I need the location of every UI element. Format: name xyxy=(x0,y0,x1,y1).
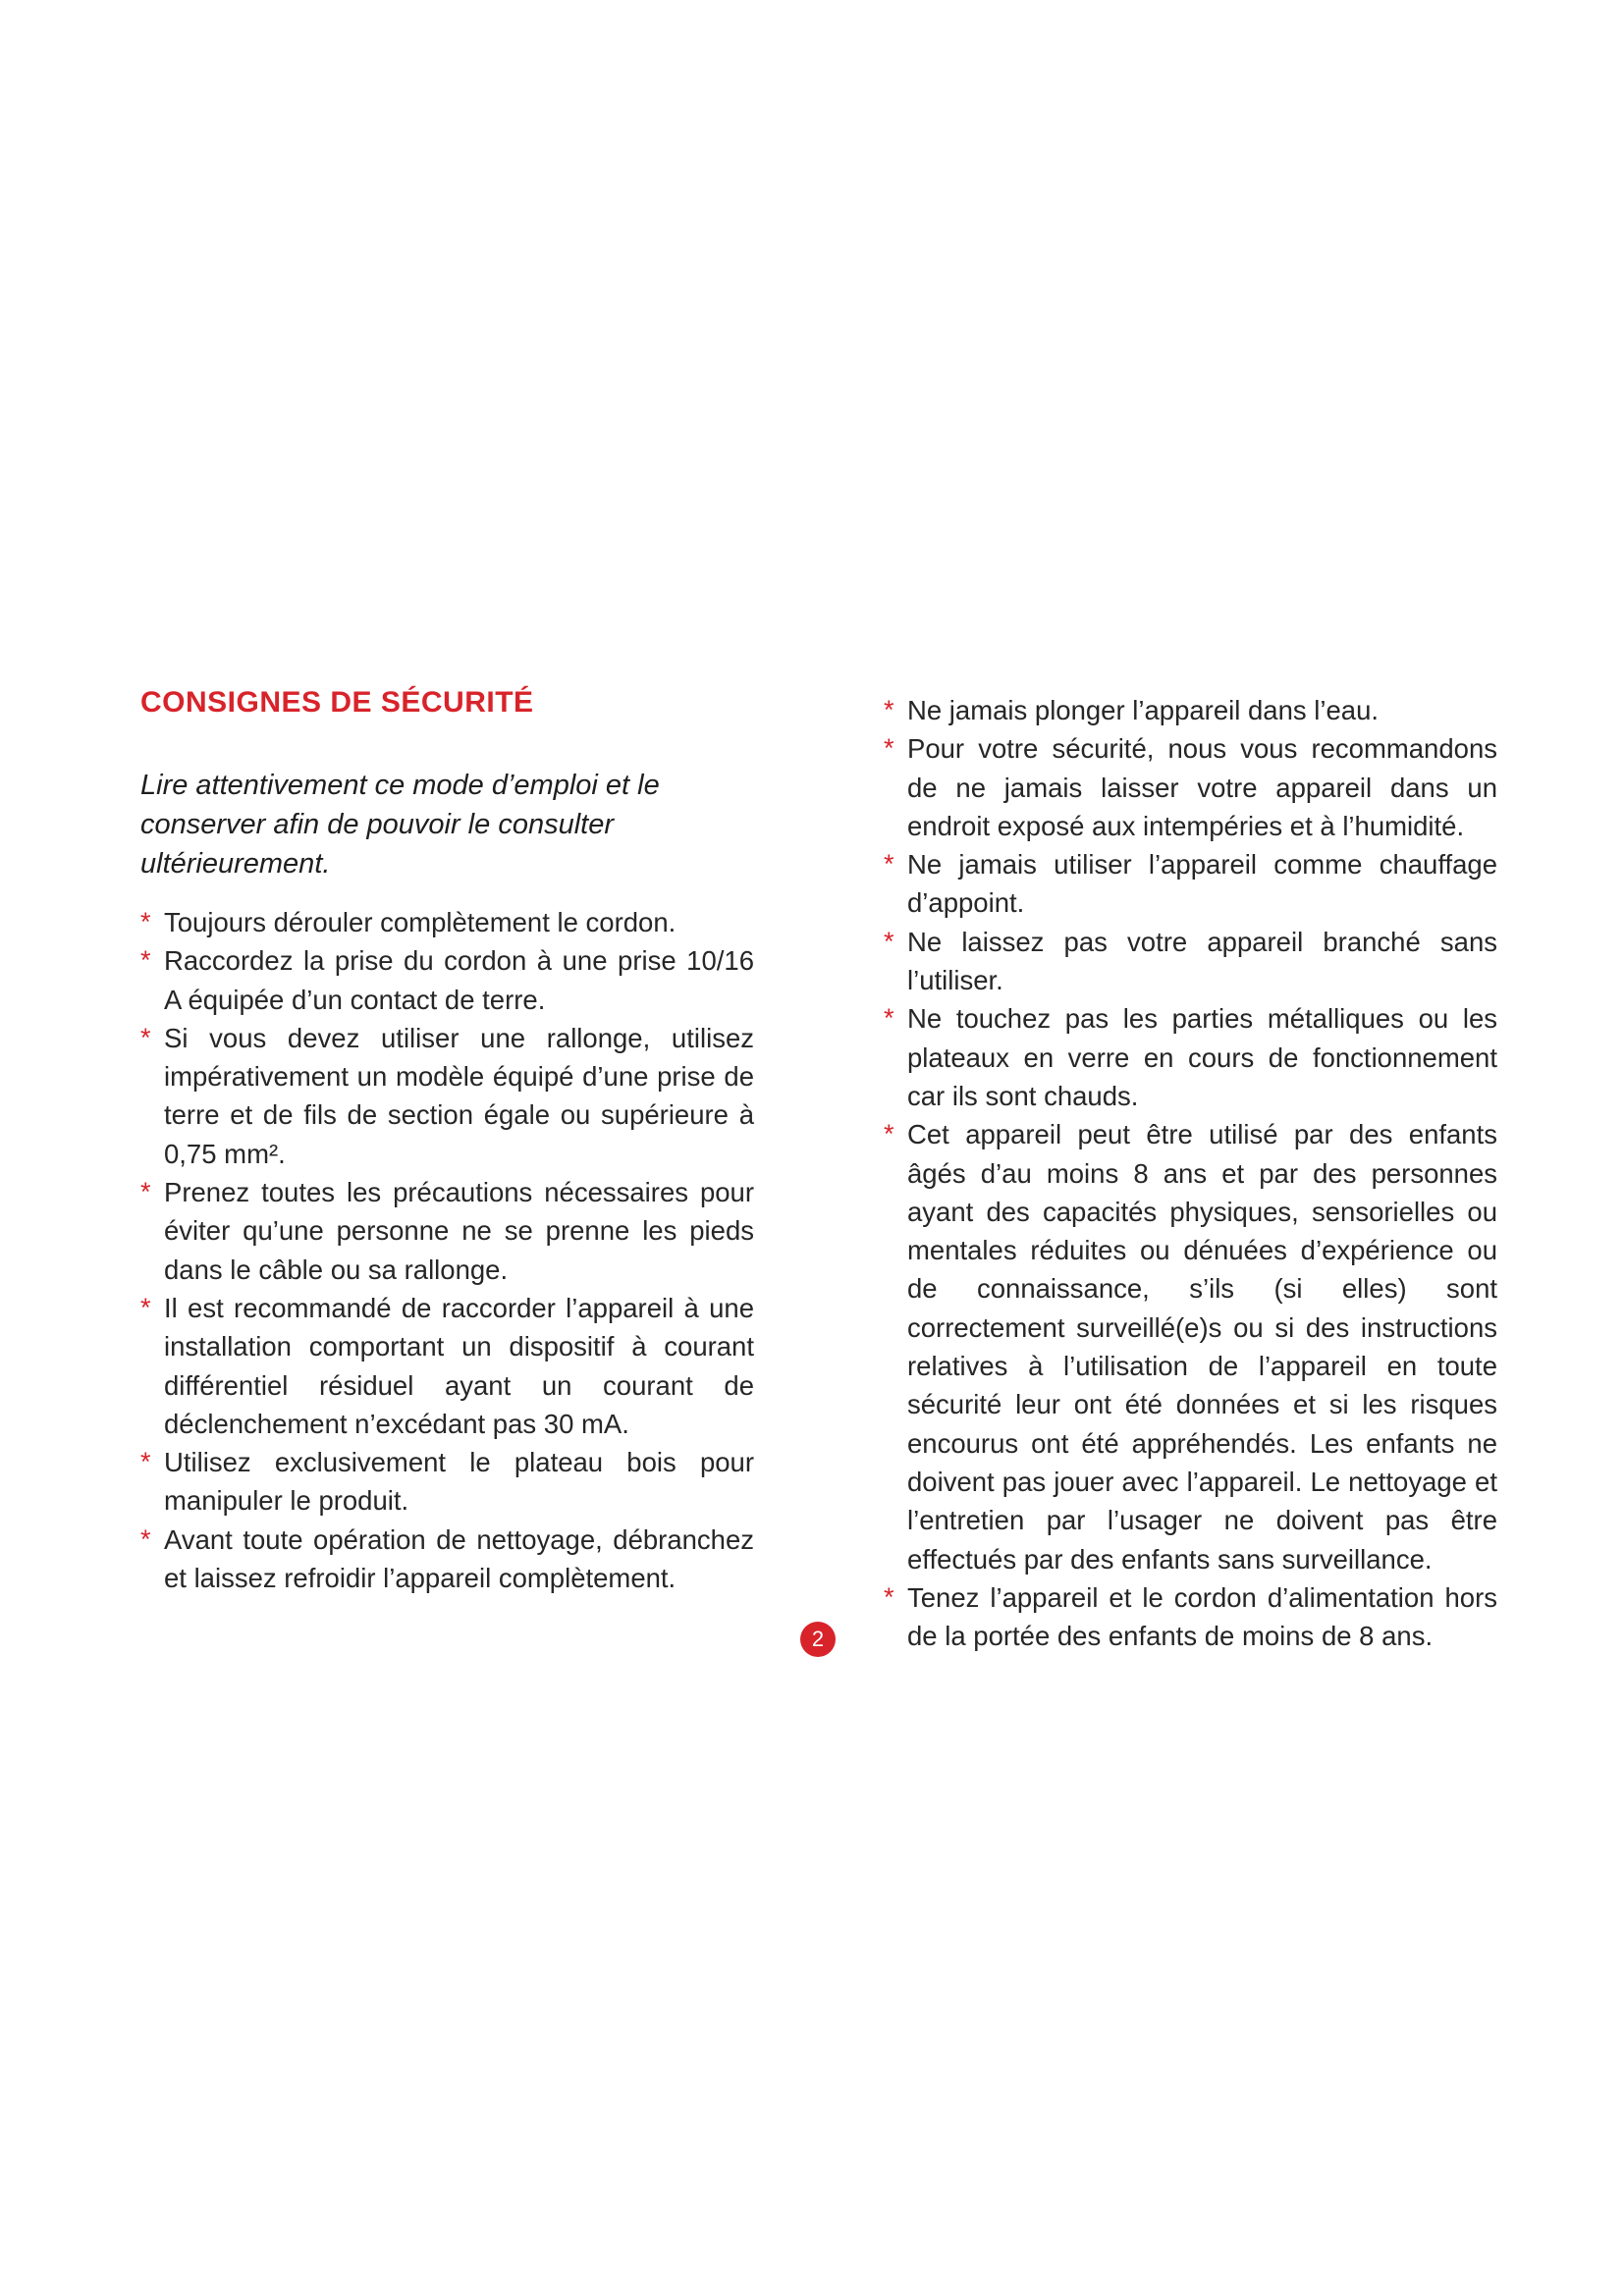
asterisk-bullet: * xyxy=(140,1447,151,1477)
asterisk-bullet: * xyxy=(884,1003,894,1034)
section-title: CONSIGNES DE SÉCURITÉ xyxy=(140,686,534,719)
list-item: * Cet appareil peut être utilisé par des enfants âgés d’au moins 8 ans et par des personnes ayant des capacités physiques, sensorielles ou mentales réduites ou dénuées d’expérience ou de connaissance, s’ils (si elles) sont correctement surveillé(e)s ou si des instructions relatives à l’utilisation de l’appareil en toute sécurité leur ont été données et si les risques encourus ont été appréhendés. Les enfants ne doivent pas jouer avec l’appareil. Le nettoyage et l’entretien par l’usager ne doivent pas être effectués par des enfants sans surveillance. xyxy=(884,1115,1497,1578)
list-item: * Ne laissez pas votre appareil branché sans l’utiliser. xyxy=(884,923,1497,1000)
list-item: * Raccordez la prise du cordon à une prise 10/16 A équipée d’un contact de terre. xyxy=(140,941,754,1019)
list-item: * Tenez l’appareil et le cordon d’alimentation hors de la portée des enfants de moins de 8 ans. xyxy=(884,1578,1497,1656)
asterisk-bullet: * xyxy=(140,1523,151,1554)
right-column xyxy=(884,691,1497,1655)
intro-text: Lire attentivement ce mode d’emploi et le conserver afin de pouvoir le consulter ultérieurement. xyxy=(140,770,660,880)
asterisk-bullet: * xyxy=(884,1581,894,1612)
asterisk-bullet: * xyxy=(140,945,151,976)
list-item: * Utilisez exclusivement le plateau bois pour manipuler le produit. xyxy=(140,1443,754,1521)
asterisk-bullet: * xyxy=(884,695,894,724)
asterisk-bullet: * xyxy=(884,733,894,764)
asterisk-bullet: * xyxy=(140,907,151,936)
asterisk-bullet: * xyxy=(140,1177,151,1207)
list-item: * Toujours dérouler complètement le cordon. xyxy=(140,903,754,941)
asterisk-bullet: * xyxy=(884,849,894,880)
page-number-badge: 2 xyxy=(800,1622,836,1657)
list-item: * Ne touchez pas les parties métalliques ou les plateaux en verre en cours de fonctionnement car ils sont chauds. xyxy=(884,999,1497,1115)
left-safety-list xyxy=(140,903,754,1597)
left-column xyxy=(140,683,754,1597)
asterisk-bullet: * xyxy=(140,1022,151,1052)
list-item: * Si vous devez utiliser une rallonge, utilisez impérativement un modèle équipé d’une prise de terre et de fils de section égale ou supérieure à 0,75 mm². xyxy=(140,1019,754,1173)
list-item: * Ne jamais plonger l’appareil dans l’eau. xyxy=(884,691,1497,729)
asterisk-bullet: * xyxy=(884,1119,894,1149)
list-item: * Avant toute opération de nettoyage, débranchez et laissez refroidir l’appareil complètement. xyxy=(140,1521,754,1598)
list-item: * Il est recommandé de raccorder l’appareil à une installation comportant un dispositif à courant différentiel résiduel ayant un courant de déclenchement n’excédant pas 30 mA. xyxy=(140,1289,754,1443)
asterisk-bullet: * xyxy=(884,926,894,956)
list-item: * Pour votre sécurité, nous vous recommandons de ne jamais laisser votre appareil dans un endroit exposé aux intempéries et à l’humidité. xyxy=(884,729,1497,845)
list-item: * Ne jamais utiliser l’appareil comme chauffage d’appoint. xyxy=(884,845,1497,923)
asterisk-bullet: * xyxy=(140,1292,151,1322)
list-item: * Prenez toutes les précautions nécessaires pour éviter qu’une personne ne se prenne les pieds dans le câble ou sa rallonge. xyxy=(140,1173,754,1289)
right-safety-list xyxy=(884,691,1497,1655)
